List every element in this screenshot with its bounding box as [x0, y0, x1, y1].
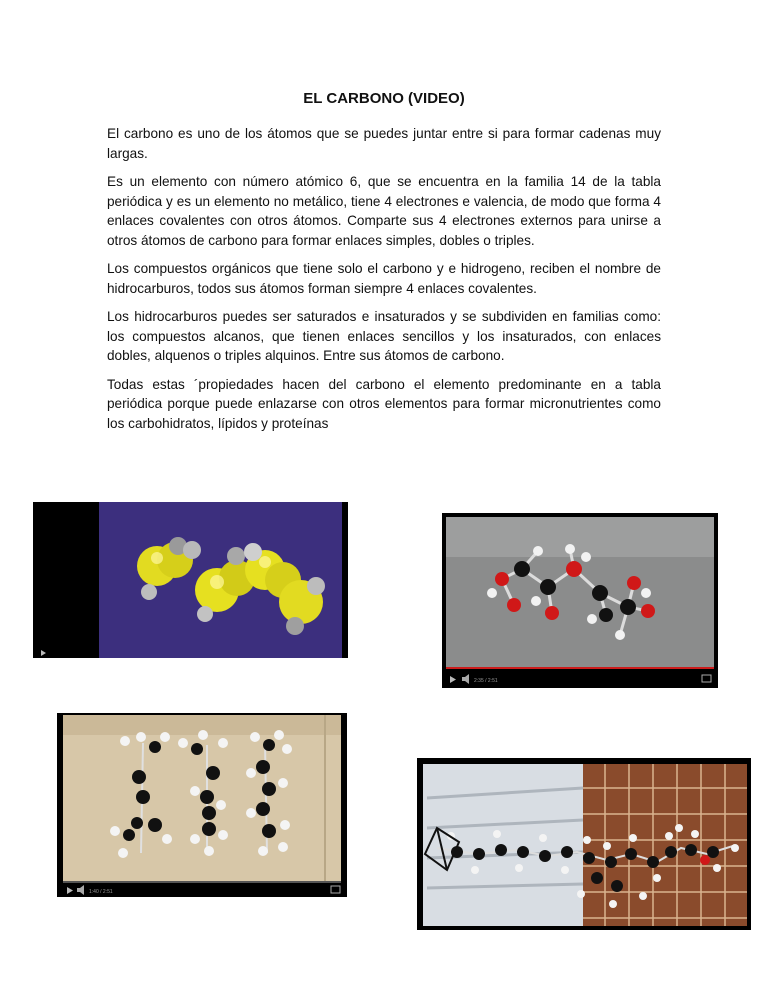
video-progress-bar[interactable] — [63, 881, 341, 883]
video-timestamp: 1:40 / 2:51 — [89, 889, 113, 895]
oxygen-atom — [700, 855, 710, 865]
video-still-ball-and-stick-chains[interactable] — [57, 713, 347, 897]
video-timestamp: 2:35 / 2:51 — [474, 678, 498, 684]
video-still-sugar-ring-model[interactable] — [442, 513, 718, 688]
sugar-ring-model-image — [442, 513, 718, 688]
paragraph-3: Los compuestos orgánicos que tiene solo el carbono y e hidrogeno, reciben el nombre de hidrocarburos, todos sus átomos forman siempre 4 enlaces covalentes. — [107, 261, 661, 296]
video-progress-bar[interactable] — [446, 667, 714, 669]
document-title: EL CARBONO (VIDEO) — [303, 90, 465, 107]
paragraph-4: Los hidrocarburos puedes ser saturados e insaturados y se subdividen en familias como: los compuestos alcanos, que tienen enlaces sencillos y los insaturados, con enlaces dobles, alquenos o triples alquinos. Entre sus átomos de carbono. — [107, 309, 661, 363]
paragraph-5: Todas estas ´propiedades hacen del carbono el elemento predominante en a tabla periódica porque puede enlazarse con otros elementos para formar micronutrientes como los carbohidratos, lípidos y proteínas — [107, 376, 661, 431]
video-still-space-filling-model[interactable] — [33, 502, 348, 658]
video-still-long-chain-model[interactable] — [417, 758, 751, 930]
paragraph-1: El carbono es uno de los átomos que se puedes juntar entre si para formar cadenas muy largas. — [107, 126, 661, 161]
paragraph-2: Es un elemento con número atómico 6, que se encuentra en la familia 14 de la tabla periódica y es un elemento no metálico, tiene 4 electrones e valencia, de modo que forma 4 enlaces covalentes con otros átomos. Comparte sus 4 electrones externos para unirse a otros átomos de carbono para formar enlaces simples, dobles o triples. — [107, 174, 661, 248]
ball-and-stick-chains-image — [57, 713, 347, 897]
long-chain-model-image — [417, 758, 751, 930]
space-filling-model-image — [33, 502, 348, 658]
document-body — [107, 124, 661, 442]
